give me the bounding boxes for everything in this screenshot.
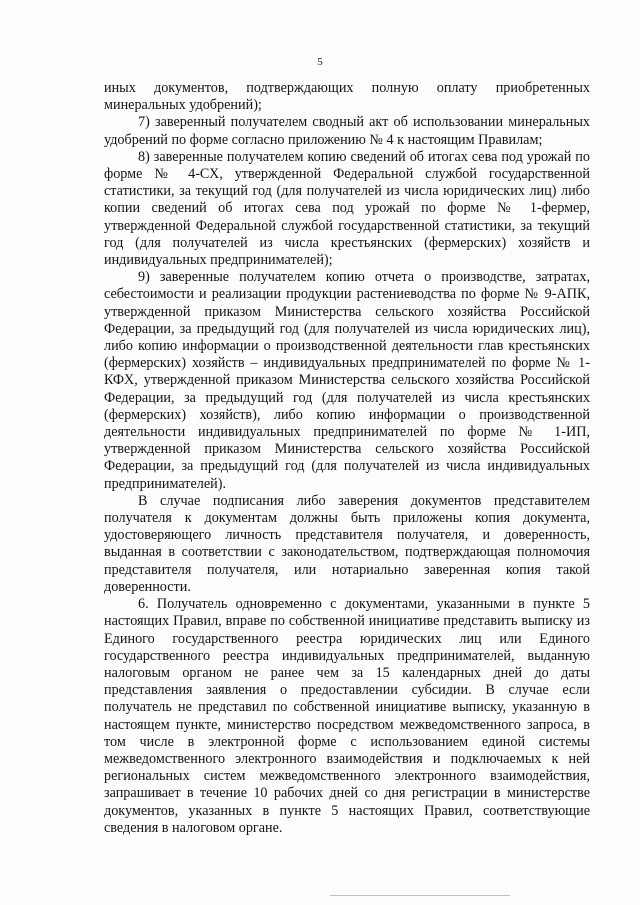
- document-body: [104, 80, 590, 837]
- paragraph-continuation: иных документов, подтверждающих полную оплату приобретенных минеральных удобрений);: [104, 80, 590, 114]
- paragraph-item-7: 7) заверенный получателем сводный акт об использовании минеральных удобрений по форме согласно приложению № 4 к настоящим Правилам;: [104, 114, 590, 148]
- paragraph-item-8: 8) заверенные получателем копию сведений об итогах сева под урожай по форме № 4-СХ, утвержденной Федеральной службой государственной статистики, за текущий год (для получателей из числа юридических лиц) либо копии сведений об итогах сева под урожай по форме № 1-фермер, утвержденной Федеральной службой государственной статистики, за текущий год (для получателей из числа крестьянских (фермерских) хозяйств и индивидуальных предпринимателей);: [104, 148, 590, 269]
- page-number: 5: [317, 56, 323, 68]
- paragraph-section-6: 6. Получатель одновременно с документами, указанными в пункте 5 настоящих Правил, вправе по собственной инициативе представить выписку из Единого государственного реестра юридических лиц или Единого государственного реестра индивидуальных предпринимателей, выданную налоговым органом не ранее чем за 15 календарных дней до даты представления заявления о предоставлении субсидии. В случае если получатель не представил по собственной инициативе выписку, указанную в настоящем пункте, министерство посредством межведомственного запроса, в том числе в электронной форме с использованием единой системы межведомственного электронного взаимодействия и подключаемых к ней региональных систем межведомственного электронного взаимодействия, запрашивает в течение 10 рабочих дней со дня регистрации в министерстве документов, указанных в пункте 5 настоящих Правил, соответствующие сведения в налоговом органе.: [104, 596, 590, 836]
- scan-artifact-line: [330, 895, 510, 896]
- paragraph-representative: В случае подписания либо заверения документов представителем получателя к документам должны быть приложены копия документа, удостоверяющего личность представителя получателя, и доверенность, выданная в соответствии с законодательством, подтверждающая полномочия представителя получателя, или нотариально заверенная копия такой доверенности.: [104, 492, 590, 595]
- paragraph-item-9: 9) заверенные получателем копию отчета о производстве, затратах, себестоимости и реализации продукции растениеводства по форме № 9-АПК, утвержденной приказом Министерства сельского хозяйства Российской Федерации, за предыдущий год (для получателей из числа юридических лиц), либо копию информации о производственной деятельности глав крестьянских (фермерских) хозяйств – индивидуальных предпринимателей по форме № 1-КФХ, утвержденной приказом Министерства сельского хозяйства Российской Федерации, за предыдущий год (для получателей из числа крестьянских (фермерских) хозяйств), либо копию информации о производственной деятельности индивидуальных предпринимателей по форме № 1-ИП, утвержденной приказом Министерства сельского хозяйства Российской Федерации, за предыдущий год (для получателей из числа индивидуальных предпринимателей).: [104, 269, 590, 492]
